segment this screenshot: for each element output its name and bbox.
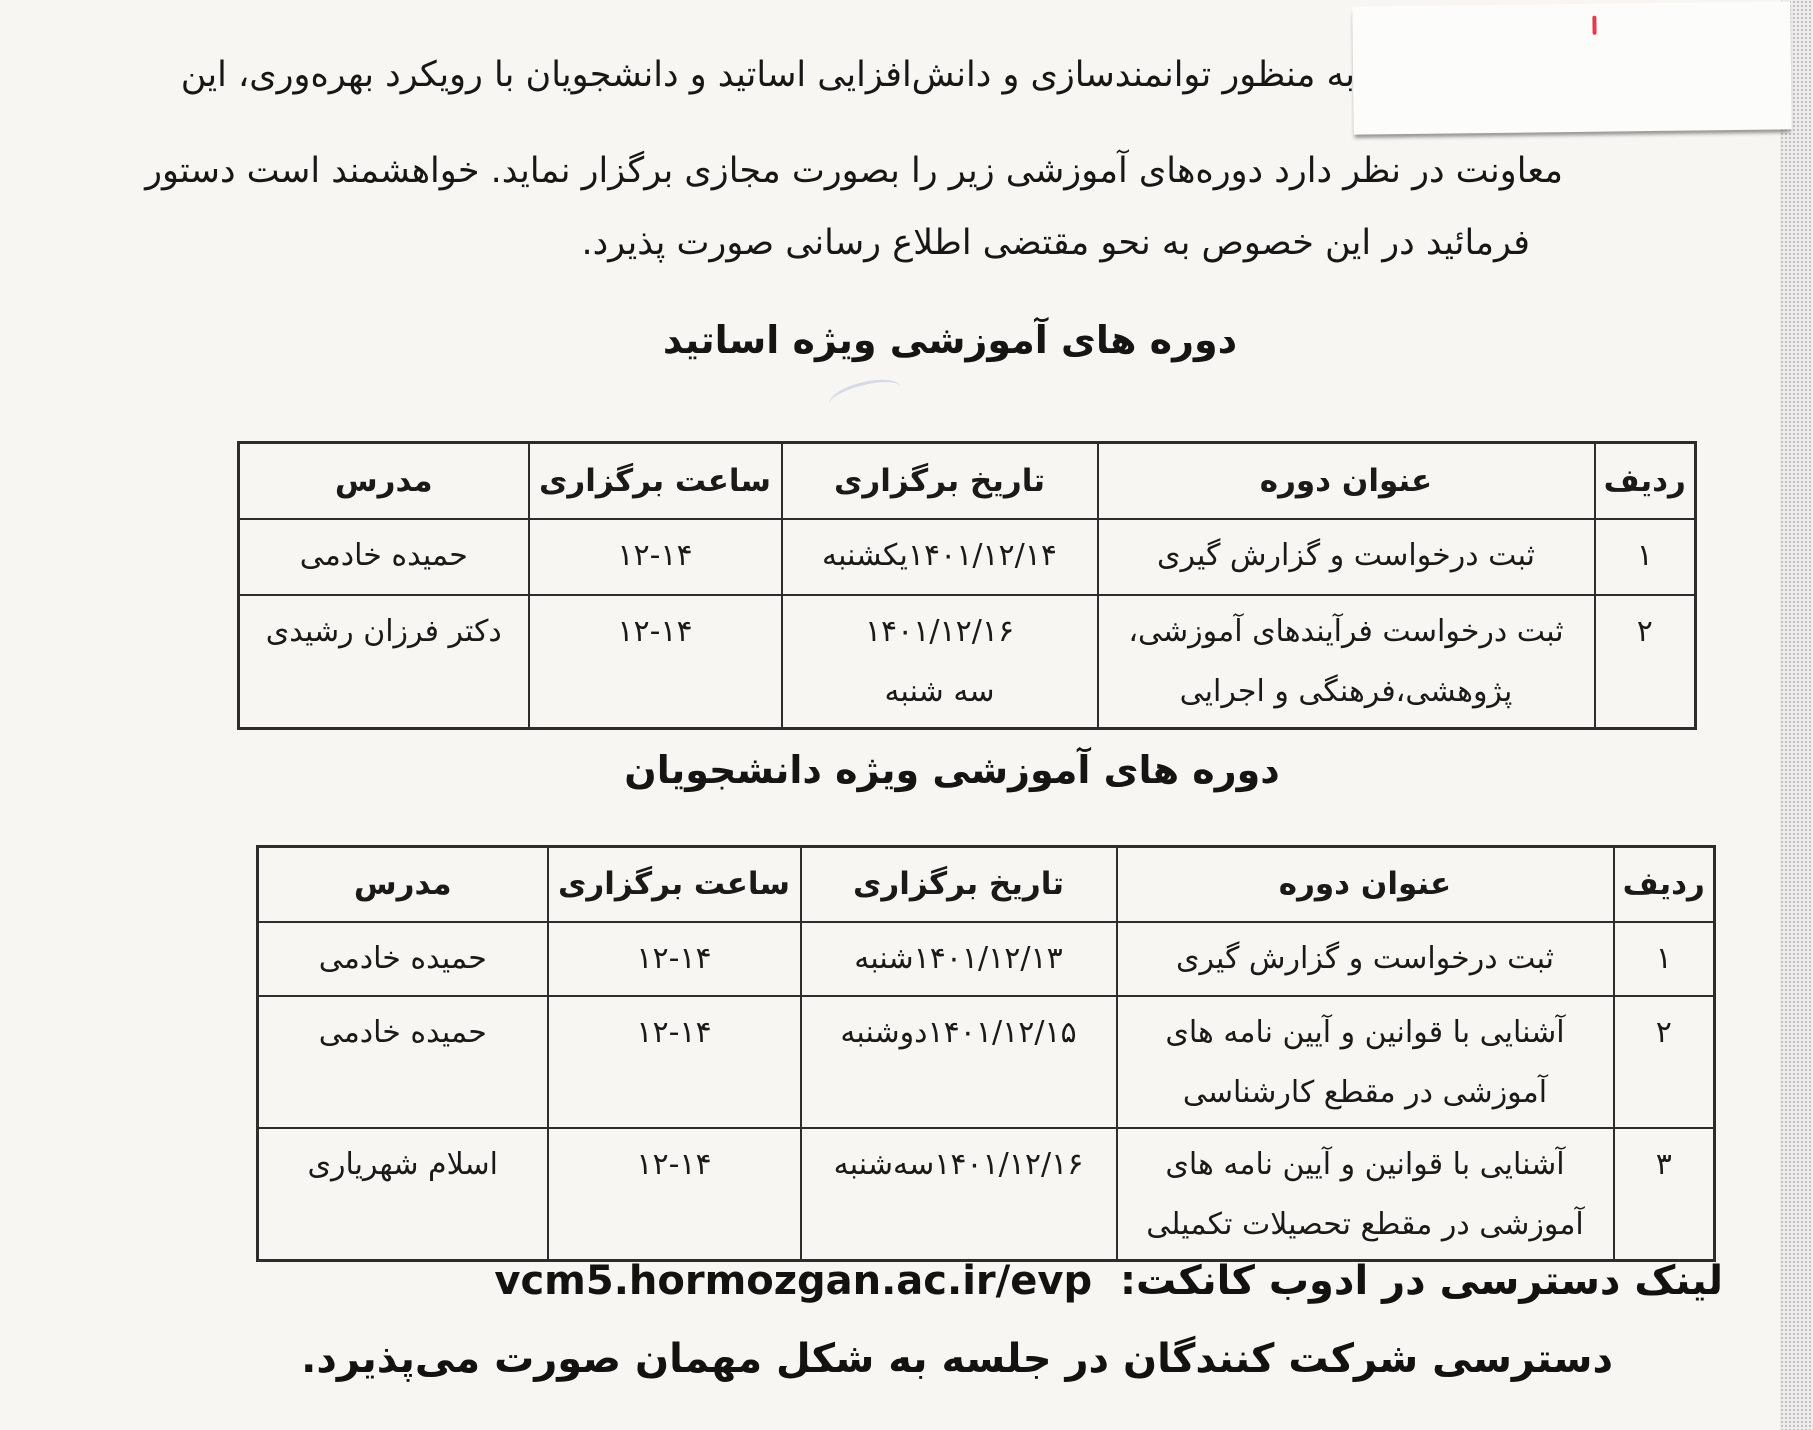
date-text: ۱۴۰۱/۱۲/۱۴یکشنبه <box>822 537 1057 573</box>
date-text: ۱۴۰۱/۱۲/۱۶سه‌شنبه <box>833 1146 1084 1182</box>
table-header-row <box>239 443 1696 519</box>
intro-line: فرمائید در این خصوص به نحو مقتضی اطلاع رسانی صورت پذیرد. <box>581 223 1530 263</box>
table-row <box>239 519 1696 595</box>
time-cell: ۱۲-۱۴ <box>548 996 801 1128</box>
time-cell: ۱۲-۱۴ <box>529 595 782 729</box>
course-title-cell: ثبت درخواست و گزارش گیری <box>1117 922 1614 996</box>
students-course-table <box>256 845 1716 1262</box>
instructor-cell: دکتر فرزان رشیدی <box>239 595 529 729</box>
col-header-course-title: عنوان دوره <box>1117 847 1614 922</box>
course-title-cell: ثبت درخواست و گزارش گیری <box>1098 519 1595 595</box>
date-cell <box>801 1128 1117 1261</box>
faint-pen-squiggle <box>826 373 905 418</box>
col-header-date: تاریخ برگزاری <box>782 443 1098 519</box>
date-cell <box>801 922 1117 996</box>
instructor-cell: حمیده خادمی <box>258 922 548 996</box>
course-title-cell: آشنایی با قوانین و آیین نامه های آموزشی در مقطع تحصیلات تکمیلی <box>1117 1128 1614 1261</box>
col-header-course-title: عنوان دوره <box>1098 443 1595 519</box>
time-cell: ۱۲-۱۴ <box>548 922 801 996</box>
row-number-cell: ۲ <box>1595 595 1696 729</box>
date-cell <box>801 996 1117 1128</box>
col-header-instructor: مدرس <box>258 847 548 922</box>
date-text: ۱۴۰۱/۱۲/۱۳شنبه <box>854 940 1063 976</box>
table-row <box>258 922 1715 996</box>
col-header-date: تاریخ برگزاری <box>801 847 1117 922</box>
footer-note-line: دسترسی شرکت کنندگان در جلسه به شکل مهمان صورت می‌پذیرد. <box>301 1336 1613 1382</box>
date-text: ۱۴۰۱/۱۲/۱۵دوشنبه <box>840 1014 1077 1050</box>
adobe-connect-link-label: لینک دسترسی در ادوب کانکت: <box>1120 1258 1723 1304</box>
date-cell <box>782 595 1098 729</box>
date-cell <box>782 519 1098 595</box>
row-number-cell: ۱ <box>1595 519 1696 595</box>
time-cell: ۱۲-۱۴ <box>529 519 782 595</box>
intro-line: به منظور توانمندسازی و دانش‌افزایی اساتید و دانشجویان با رویکرد بهره‌وری، این <box>180 55 1355 95</box>
row-number-cell: ۱ <box>1614 922 1715 996</box>
course-title-cell: آشنایی با قوانین و آیین نامه های آموزشی در مقطع کارشناسی <box>1117 996 1614 1128</box>
col-header-row-number: ردیف <box>1614 847 1715 922</box>
table-header-row <box>258 847 1715 922</box>
col-header-instructor: مدرس <box>239 443 529 519</box>
instructor-cell: حمیده خادمی <box>239 519 529 595</box>
students-table-title: دوره های آموزشی ویژه دانشجویان <box>624 748 1280 792</box>
instructor-cell: اسلام شهریاری <box>258 1128 548 1261</box>
professors-course-table <box>237 441 1697 730</box>
row-number-cell: ۳ <box>1614 1128 1715 1261</box>
footer-link-line <box>494 1258 1723 1304</box>
weekday-text: سه شنبه <box>884 673 995 709</box>
date-text: ۱۴۰۱/۱۲/۱۶ <box>864 613 1015 649</box>
instructor-cell: حمیده خادمی <box>258 996 548 1128</box>
table-row <box>258 996 1715 1128</box>
col-header-time: ساعت برگزاری <box>548 847 801 922</box>
red-pen-mark <box>1592 16 1596 35</box>
professors-table-title: دوره های آموزشی ویژه اساتید <box>662 318 1238 362</box>
table-row <box>239 595 1696 729</box>
row-number-cell: ۲ <box>1614 996 1715 1128</box>
scan-edge-band <box>1780 0 1813 1430</box>
course-title-cell: ثبت درخواست فرآیندهای آموزشی، پژوهشی،فرهنگی و اجرایی <box>1098 595 1595 729</box>
col-header-time: ساعت برگزاری <box>529 443 782 519</box>
table-row <box>258 1128 1715 1261</box>
intro-line: معاونت در نظر دارد دوره‌های آموزشی زیر را بصورت مجازی برگزار نماید. خواهشمند است دستور <box>145 151 1563 191</box>
adobe-connect-url: vcm5.hormozgan.ac.ir/evp <box>494 1258 1093 1304</box>
time-cell: ۱۲-۱۴ <box>548 1128 801 1261</box>
col-header-row-number: ردیف <box>1595 443 1696 519</box>
redaction-paper-overlay <box>1352 1 1792 134</box>
